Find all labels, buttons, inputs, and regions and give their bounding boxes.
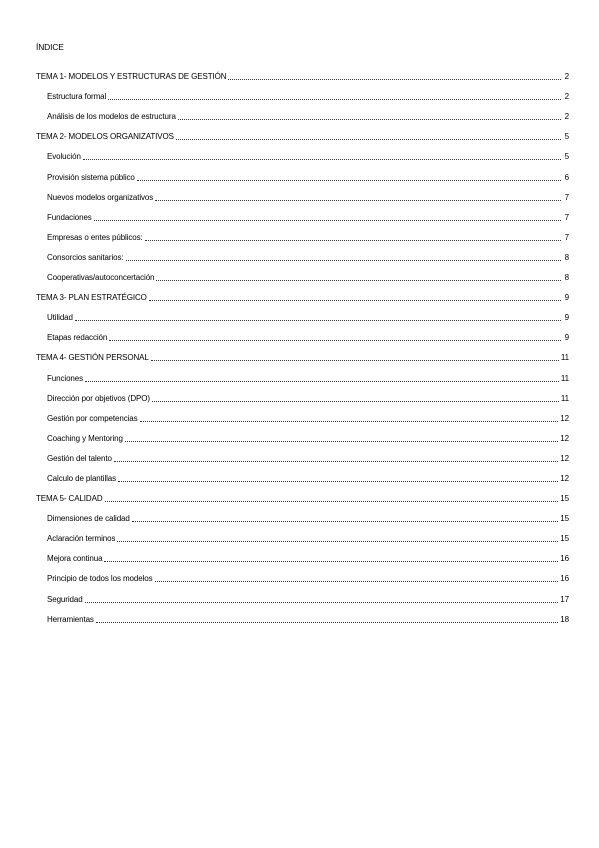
toc-entry-label: Dirección por objetivos (DPO) [47,393,150,403]
toc-entry-label: Empresas o entes públicos: [47,232,143,242]
toc-entry-chapter[interactable] [36,62,569,82]
toc-dot-leader [132,512,559,522]
toc-entry-page-number: 5 [564,152,569,162]
toc-dot-leader [85,372,559,382]
toc-entry-page-number: 9 [564,293,569,303]
toc-dot-leader [85,593,559,603]
toc-entry-section[interactable] [36,564,569,584]
toc-entry-page-number: 16 [560,574,569,584]
toc-entry-page-number: 7 [564,232,569,242]
toc-entry-page-number: 9 [564,333,569,343]
toc-entry-label: Mejora continua [47,554,103,564]
toc-dot-leader [75,311,561,321]
toc-entry-section[interactable] [36,384,569,404]
toc-dot-leader [149,291,561,301]
toc-entry-page-number: 5 [564,132,569,142]
toc-entry-label: Provisión sistema público [47,172,135,182]
toc-entry-label: Principio de todos los modelos [47,574,153,584]
toc-dot-leader [156,271,561,281]
toc-entry-page-number: 9 [564,313,569,323]
toc-dot-leader [105,492,559,502]
toc-entry-page-number: 2 [564,112,569,122]
toc-entry-label: TEMA 2- MODELOS ORGANIZATIVOS [36,132,174,142]
toc-entry-label: Análisis de los modelos de estructura [47,112,176,122]
toc-entry-label: Nuevos modelos organizativos [47,192,154,202]
toc-entry-label: Coaching y Mentoring [47,433,123,443]
toc-entry-section[interactable] [36,203,569,223]
toc-entry-label: Consorcios sanitarios: [47,252,124,262]
toc-entry-label: Fundaciones [47,212,92,222]
toc-entry-section[interactable] [36,504,569,524]
toc-entry-chapter[interactable] [36,343,569,363]
toc-entry-section[interactable] [36,584,569,604]
toc-entry-section[interactable] [36,424,569,444]
toc-entry-section[interactable] [36,544,569,564]
toc-entry-page-number: 7 [564,192,569,202]
toc-entry-chapter[interactable] [36,484,569,504]
toc-entry-section[interactable] [36,223,569,243]
toc-dot-leader [155,572,559,582]
toc-entry-label: Calculo de plantillas [47,473,117,483]
toc-entry-label: Utilidad [47,313,73,323]
toc-dot-leader [176,130,561,140]
toc-entry-chapter[interactable] [36,283,569,303]
toc-entry-label: Seguridad [47,594,83,604]
toc-entry-page-number: 11 [560,373,569,383]
toc-entry-label: TEMA 4- GESTIÓN PERSONAL [36,353,149,363]
toc-entry-page-number: 12 [560,433,569,443]
toc-entry-label: Cooperativas/autoconcertación [47,273,155,283]
toc-dot-leader [155,191,561,201]
toc-entry-label: Dimensiones de calidad [47,514,130,524]
toc-entry-section[interactable] [36,444,569,464]
toc-entry-section[interactable] [36,323,569,343]
toc-entry-label: TEMA 3- PLAN ESTRATÉGICO [36,293,147,303]
toc-dot-leader [125,432,558,442]
toc-entry-label: Aclaración terminos [47,534,116,544]
toc-dot-leader [83,150,561,160]
toc-entry-label: TEMA 1- MODELOS Y ESTRUCTURAS DE GESTIÓN [36,72,227,82]
toc-entry-page-number: 15 [560,514,569,524]
toc-entry-section[interactable] [36,102,569,122]
toc-entry-page-number: 18 [560,614,569,624]
toc-entry-section[interactable] [36,263,569,283]
toc-entry-label: Herramientas [47,614,94,624]
toc-dot-leader [117,532,558,542]
toc-dot-leader [114,452,558,462]
toc-entry-section[interactable] [36,404,569,424]
table-of-contents [36,62,569,625]
toc-entry-page-number: 7 [564,212,569,222]
toc-dot-leader [178,110,561,120]
toc-entry-section[interactable] [36,162,569,182]
toc-entry-label: Estructura formal [47,92,107,102]
toc-entry-page-number: 15 [560,494,569,504]
toc-entry-section[interactable] [36,303,569,323]
toc-entry-section[interactable] [36,605,569,625]
toc-dot-leader [126,251,562,261]
index-title: ÍNDICE [36,42,64,52]
toc-entry-page-number: 12 [560,453,569,463]
toc-dot-leader [228,70,561,80]
toc-entry-label: Funciones [47,373,84,383]
toc-entry-section[interactable] [36,524,569,544]
toc-dot-leader [96,613,558,623]
toc-entry-page-number: 12 [560,473,569,483]
toc-dot-leader [137,171,561,181]
toc-entry-page-number: 16 [560,554,569,564]
toc-dot-leader [145,231,561,241]
toc-entry-label: Gestión del talento [47,453,112,463]
toc-entry-section[interactable] [36,243,569,263]
toc-entry-page-number: 2 [564,92,569,102]
toc-entry-section[interactable] [36,183,569,203]
toc-entry-label: Gestión por competencias [47,413,138,423]
toc-entry-page-number: 6 [564,172,569,182]
toc-entry-section[interactable] [36,363,569,383]
toc-entry-label: Etapas redacción [47,333,108,343]
toc-entry-section[interactable] [36,464,569,484]
toc-entry-page-number: 11 [560,353,569,363]
toc-entry-page-number: 17 [560,594,569,604]
toc-entry-label: TEMA 5- CALIDAD [36,494,103,504]
toc-entry-page-number: 15 [560,534,569,544]
toc-dot-leader [94,211,561,221]
toc-dot-leader [104,552,558,562]
toc-dot-leader [118,472,558,482]
toc-entry-section[interactable] [36,82,569,102]
toc-entry-section[interactable] [36,142,569,162]
toc-entry-page-number: 8 [564,273,569,283]
toc-entry-page-number: 12 [560,413,569,423]
toc-dot-leader [151,351,559,361]
toc-entry-page-number: 2 [564,72,569,82]
toc-dot-leader [108,90,561,100]
toc-dot-leader [109,331,561,341]
toc-entry-label: Evolución [47,152,81,162]
toc-entry-page-number: 8 [564,252,569,262]
toc-entry-chapter[interactable] [36,122,569,142]
toc-dot-leader [140,412,559,422]
toc-dot-leader [152,392,559,402]
toc-entry-page-number: 11 [560,393,569,403]
